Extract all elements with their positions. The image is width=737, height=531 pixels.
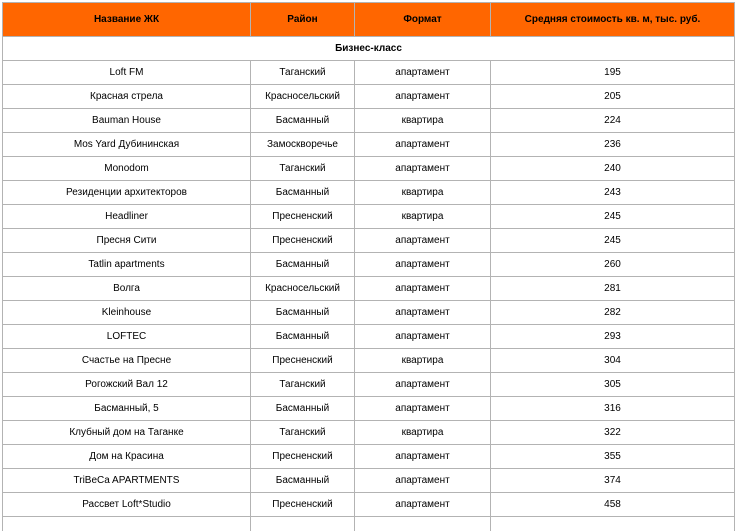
cell-format: апартамент [355, 469, 491, 493]
table-row [3, 133, 735, 157]
section-row [3, 37, 735, 61]
table-row [3, 109, 735, 133]
cell-name: Mos Yard Дубининская [3, 133, 251, 157]
cell-price: 305 [491, 373, 735, 397]
cell-price: 374 [491, 469, 735, 493]
cell-name: Bauman House [3, 109, 251, 133]
cell-price: 205 [491, 85, 735, 109]
cell-price: 282 [491, 301, 735, 325]
cell-format: апартамент [355, 61, 491, 85]
cell-district: Басманный [251, 301, 355, 325]
cell-district: Пресненский [251, 229, 355, 253]
cell-district: Пресненский [251, 493, 355, 517]
cell-price: 458 [491, 493, 735, 517]
table-row [3, 205, 735, 229]
cell-district: Басманный [251, 109, 355, 133]
cell-district: Таганский [251, 157, 355, 181]
cell-district: Басманный [251, 253, 355, 277]
cell-name: Басманный, 5 [3, 397, 251, 421]
table-row [3, 469, 735, 493]
cell-district: Таганский [251, 421, 355, 445]
cell-price: 281 [491, 277, 735, 301]
cell-name: Счастье на Пресне [3, 349, 251, 373]
cell-format: апартамент [355, 277, 491, 301]
cell-price: 243 [491, 181, 735, 205]
cell-format: апартамент [355, 157, 491, 181]
cell-name: Headliner [3, 205, 251, 229]
cell-district: Басманный [251, 181, 355, 205]
empty-cell [491, 517, 735, 531]
cell-district: Пресненский [251, 349, 355, 373]
cell-name: Красная стрела [3, 85, 251, 109]
cell-format: апартамент [355, 325, 491, 349]
cell-price: 304 [491, 349, 735, 373]
price-table-container [2, 2, 734, 531]
table-row-partial [3, 517, 735, 531]
table-row [3, 229, 735, 253]
cell-district: Пресненский [251, 445, 355, 469]
cell-district: Басманный [251, 325, 355, 349]
cell-district: Таганский [251, 61, 355, 85]
price-table [2, 2, 735, 531]
cell-format: апартамент [355, 301, 491, 325]
cell-format: квартира [355, 421, 491, 445]
cell-price: 322 [491, 421, 735, 445]
table-row [3, 349, 735, 373]
table-row [3, 421, 735, 445]
cell-price: 245 [491, 229, 735, 253]
cell-format: апартамент [355, 445, 491, 469]
table-header [3, 3, 735, 37]
cell-name: Волга [3, 277, 251, 301]
cell-name: Дом на Красина [3, 445, 251, 469]
cell-name: Пресня Сити [3, 229, 251, 253]
cell-price: 240 [491, 157, 735, 181]
header-district: Район [251, 3, 355, 37]
empty-cell [355, 517, 491, 531]
cell-name: Клубный дом на Таганке [3, 421, 251, 445]
empty-cell [3, 517, 251, 531]
cell-district: Красносельский [251, 85, 355, 109]
empty-cell [251, 517, 355, 531]
cell-name: Loft FM [3, 61, 251, 85]
table-row [3, 157, 735, 181]
cell-district: Таганский [251, 373, 355, 397]
cell-name: LOFTEC [3, 325, 251, 349]
cell-district: Пресненский [251, 205, 355, 229]
cell-price: 355 [491, 445, 735, 469]
cell-district: Замоскворечье [251, 133, 355, 157]
cell-price: 293 [491, 325, 735, 349]
cell-format: апартамент [355, 85, 491, 109]
cell-district: Басманный [251, 469, 355, 493]
cell-price: 316 [491, 397, 735, 421]
cell-format: апартамент [355, 397, 491, 421]
cell-price: 236 [491, 133, 735, 157]
table-row [3, 253, 735, 277]
cell-name: Monodom [3, 157, 251, 181]
table-row [3, 445, 735, 469]
cell-name: Tatlin apartments [3, 253, 251, 277]
cell-name: Рогожский Вал 12 [3, 373, 251, 397]
header-row [3, 3, 735, 37]
table-row [3, 181, 735, 205]
table-row [3, 85, 735, 109]
header-name: Название ЖК [3, 3, 251, 37]
cell-format: квартира [355, 181, 491, 205]
cell-format: квартира [355, 205, 491, 229]
table-row [3, 325, 735, 349]
cell-name: Рассвет Loft*Studio [3, 493, 251, 517]
cell-name: TriBeCa APARTMENTS [3, 469, 251, 493]
cell-price: 195 [491, 61, 735, 85]
header-price: Средняя стоимость кв. м, тыс. руб. [491, 3, 735, 37]
table-row [3, 397, 735, 421]
cell-format: апартамент [355, 133, 491, 157]
table-body [3, 37, 735, 531]
table-row [3, 277, 735, 301]
table-row [3, 373, 735, 397]
section-label: Бизнес-класс [3, 37, 735, 61]
cell-name: Резиденции архитекторов [3, 181, 251, 205]
cell-format: апартамент [355, 493, 491, 517]
cell-format: квартира [355, 349, 491, 373]
cell-price: 224 [491, 109, 735, 133]
cell-format: апартамент [355, 373, 491, 397]
cell-name: Kleinhouse [3, 301, 251, 325]
table-row [3, 301, 735, 325]
cell-format: квартира [355, 109, 491, 133]
cell-price: 245 [491, 205, 735, 229]
header-format: Формат [355, 3, 491, 37]
cell-district: Басманный [251, 397, 355, 421]
cell-format: апартамент [355, 229, 491, 253]
cell-format: апартамент [355, 253, 491, 277]
table-row [3, 61, 735, 85]
table-row [3, 493, 735, 517]
cell-price: 260 [491, 253, 735, 277]
cell-district: Красносельский [251, 277, 355, 301]
